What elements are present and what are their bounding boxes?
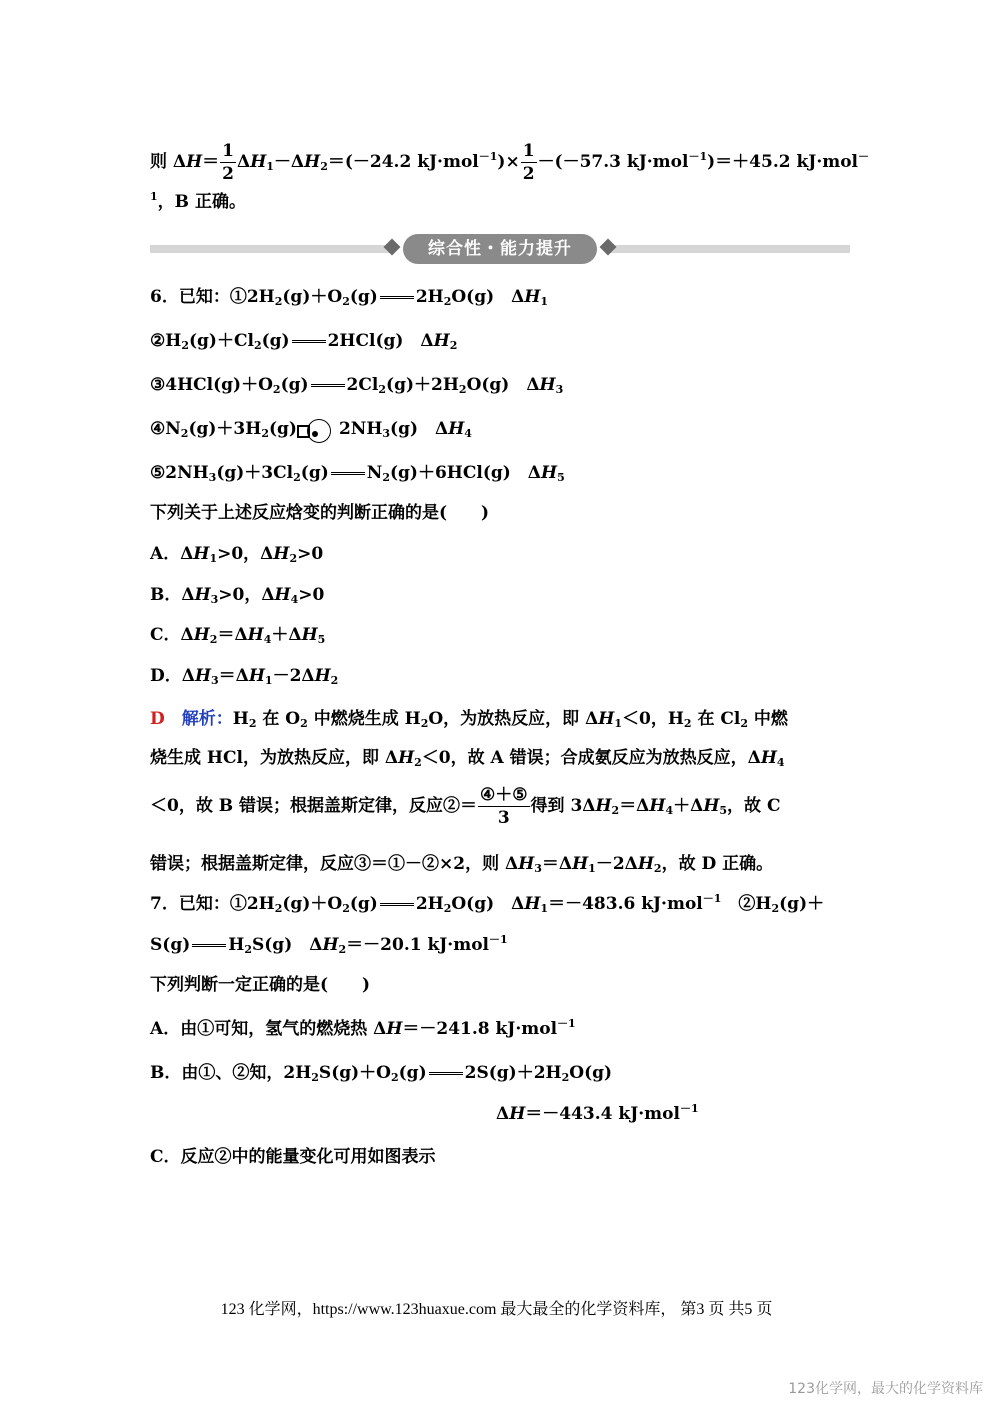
analysis-label: 解析： — [181, 709, 233, 729]
q6-reaction-5: $⑤2NH_3(g)+3Cl_2(g)$ $N_2(g)+6HCl(g)$ $\Delta H_5$ — [150, 463, 565, 484]
q7-given-line-2: S(g) $H_2S(g)$ $\Delta H_2=-20.1$ kJ·mol$^{-1}$ — [150, 933, 508, 956]
prev-solution-line-2: $^1$，B 正确。 — [150, 190, 246, 212]
equals-arrow — [192, 944, 226, 947]
equals-arrow — [429, 1072, 463, 1075]
watermark: 123化学网，最大的化学资料库 — [788, 1381, 983, 1397]
banner-line-right — [610, 245, 850, 253]
reversible-arrow-icon — [297, 419, 339, 441]
q6-analysis-line-2: 烧生成 HCl，为放热反应，即 $\Delta H_2<0$，故 A 错误；合成氨反应为放热反应，$\Delta H_4$ — [150, 748, 785, 769]
equals-arrow — [380, 296, 414, 299]
q6-option-b: B．$\Delta H_3>0$，$\Delta H_4>0$ — [150, 585, 325, 606]
q6-analysis-line-3: ＜0，故 B 错误；根据盖斯定律，反应②＝ $\frac{\text{④＋⑤}}{3}$ 得到 $3\Delta H_2=\Delta H_4+\Delta H_5$，故 C — [150, 785, 781, 828]
equals-arrow — [311, 384, 345, 387]
q7-option-b: B．由①、②知，$2H_2S(g)+O_2(g)$ $2S(g)+2H_2O(g)$ — [150, 1063, 613, 1084]
fraction-4-plus-5-over-3: $\frac{\text{④＋⑤}}{3}$ — [480, 785, 528, 828]
q6-reaction-1: 6．已知：$①2H_2(g)+O_2(g)$ $2H_2O(g)$ $\Delta H_1$ — [150, 287, 549, 308]
answer-letter: D — [150, 709, 165, 729]
fraction-half: $\frac{1}{2}$ — [222, 141, 235, 184]
q6-analysis-line-4: 错误；根据盖斯定律，反应③＝①－②×2，则 $\Delta H_3=\Delta H_1-2\Delta H_2$，故 D 正确。 — [150, 854, 774, 875]
section-banner: 综合性・能力提升 — [403, 234, 597, 264]
q6-reaction-2: $②H_2(g)+Cl_2(g)$ 2HCl(g) $\Delta H_2$ — [150, 331, 458, 352]
q6-option-d: D．$\Delta H_3=\Delta H_1-2\Delta H_2$ — [150, 666, 339, 687]
q7-option-c: C．反应②中的能量变化可用如图表示 — [150, 1147, 436, 1167]
prev-solution-line-1: 则 ΔH＝ $\frac{1}{2}$ $\Delta H_1-\Delta H_2=(-24.2$ kJ·mol$^{-1}$)× $\frac{1}{2}$ －(－57.3 kJ·mol$^{-1}$)＝＋45.2 kJ·mol－ — [150, 141, 870, 184]
q7-stem: 下列判断一定正确的是( ) — [150, 975, 371, 995]
page-footer: 123 化学网，https://www.123huaxue.com 最大最全的化学资料库， 第3 页 共5 页 — [220, 1301, 773, 1318]
q6-option-c: C．$\Delta H_2=\Delta H_4+\Delta H_5$ — [150, 625, 326, 646]
q6-reaction-4: $④N_2(g)+3H_2(g)$ $2NH_3(g)$ $\Delta H_4$ — [150, 417, 472, 441]
fraction-half-2: $\frac{1}{2}$ — [522, 141, 535, 184]
q7-option-b-enthalpy: ΔH＝－443.4 kJ·mol$^{-1}$ — [496, 1102, 699, 1124]
q6-stem: 下列关于上述反应焓变的判断正确的是( ) — [150, 503, 490, 523]
q6-analysis-line-1: D 解析：$H_2$ 在 $O_2$ 中燃烧生成 $H_2O$，为放热反应，即 $\Delta H_1<0$，$H_2$ 在 $Cl_2$ 中燃 — [150, 709, 788, 730]
equals-arrow — [380, 903, 414, 906]
equals-arrow — [292, 340, 326, 343]
q7-option-a: A．由①可知，氢气的燃烧热 ΔH＝－241.8 kJ·mol$^{-1}$ — [150, 1017, 576, 1039]
banner-line-left — [150, 245, 390, 253]
q7-given-line-1: 7．已知：$①2H_2(g)+O_2(g)$ $2H_2O(g)$ $\Delta H_1=-483.6$ kJ·mol$^{-1}$ $②H_2(g)+$ — [150, 892, 825, 915]
q6-reaction-3: $③4HCl(g)+O_2(g)$ $2Cl_2(g)+2H_2O(g)$ $\Delta H_3$ — [150, 375, 564, 396]
equals-arrow — [331, 472, 365, 475]
q6-option-a: A．$\Delta H_1>0$，$\Delta H_2>0$ — [150, 544, 324, 565]
